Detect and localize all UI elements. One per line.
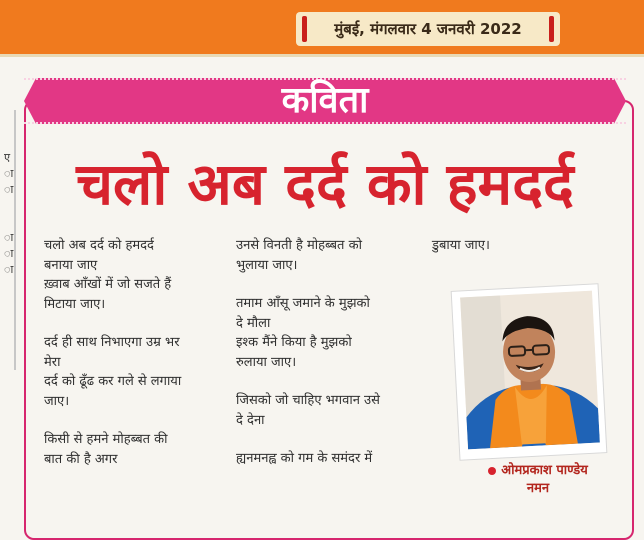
dateline-bar-right — [549, 16, 554, 42]
stanza-gap — [44, 411, 224, 430]
poem-line: चलो अब दर्द को हमदर्द — [44, 236, 224, 256]
left-fragment-line: ा — [4, 167, 13, 180]
top-band-underline — [0, 54, 644, 57]
section-label: कविता — [215, 72, 435, 124]
dateline-bar-left — [302, 16, 307, 42]
dateline-box — [296, 12, 560, 46]
poem-line: ख़्वाब आँखों में जो सजते हैं — [44, 275, 224, 295]
poem-column-1 — [44, 236, 224, 469]
poem-line: बात की है अगर — [44, 450, 224, 470]
poem-line: भुलाया जाए। — [236, 256, 418, 276]
left-fragment-line: ा — [4, 183, 13, 196]
poem-line: जाए। — [44, 392, 224, 412]
left-fragment-line: ा — [4, 247, 13, 260]
poem-line: रुलाया जाए। — [236, 353, 418, 373]
author-photo — [456, 288, 602, 456]
stanza-gap — [44, 314, 224, 333]
stanza-gap — [236, 372, 418, 391]
portrait-image — [460, 291, 600, 450]
left-fragment-line: ा — [4, 231, 13, 244]
poem-line: तमाम आँसू जमाने के मुझको — [236, 294, 418, 314]
column-rule — [14, 110, 16, 370]
left-fragment-line: ा — [4, 263, 13, 276]
poem-line: उनसे विनती है मोहब्बत को — [236, 236, 418, 256]
portrait-illustration — [460, 291, 600, 450]
poem-line: दे देना — [236, 411, 418, 431]
poem-line: किसी से हमने मोहब्बत की — [44, 430, 224, 450]
poem-line: मिटाया जाए। — [44, 295, 224, 315]
headline: चलो अब दर्द को हमदर्द — [38, 136, 612, 226]
author-name-line — [452, 462, 624, 480]
left-fragment-line: ए — [4, 151, 10, 164]
poem-line: बनाया जाए — [44, 256, 224, 276]
author-suffix: नमन — [452, 480, 624, 498]
poem-line: डुबाया जाए। — [432, 236, 612, 256]
author-name: ओमप्रकाश पाण्डेय — [501, 463, 588, 478]
poem-line: दर्द ही साथ निभाएगा उम्र भर — [44, 333, 224, 353]
poem-line: मेरा — [44, 353, 224, 373]
bullet-icon — [488, 467, 496, 475]
poem-line: इश्क मैंने किया है मुझको — [236, 333, 418, 353]
left-column-fragment — [4, 150, 14, 278]
poem-line: ह्यनमनह्व को गम के समंदर में — [236, 449, 418, 469]
stanza-gap — [236, 430, 418, 449]
poem-column-2 — [236, 236, 418, 469]
author-byline — [452, 462, 624, 498]
poem-line: दर्द को ढूँढ कर गले से लगाया — [44, 372, 224, 392]
stanza-gap — [236, 275, 418, 294]
poem-column-3 — [432, 236, 612, 256]
poem-line: जिसको जो चाहिए भगवान उसे — [236, 391, 418, 411]
poem-line: दे मौला — [236, 314, 418, 334]
dateline: मुंबई, मंगलवार 4 जनवरी 2022 — [334, 19, 521, 39]
